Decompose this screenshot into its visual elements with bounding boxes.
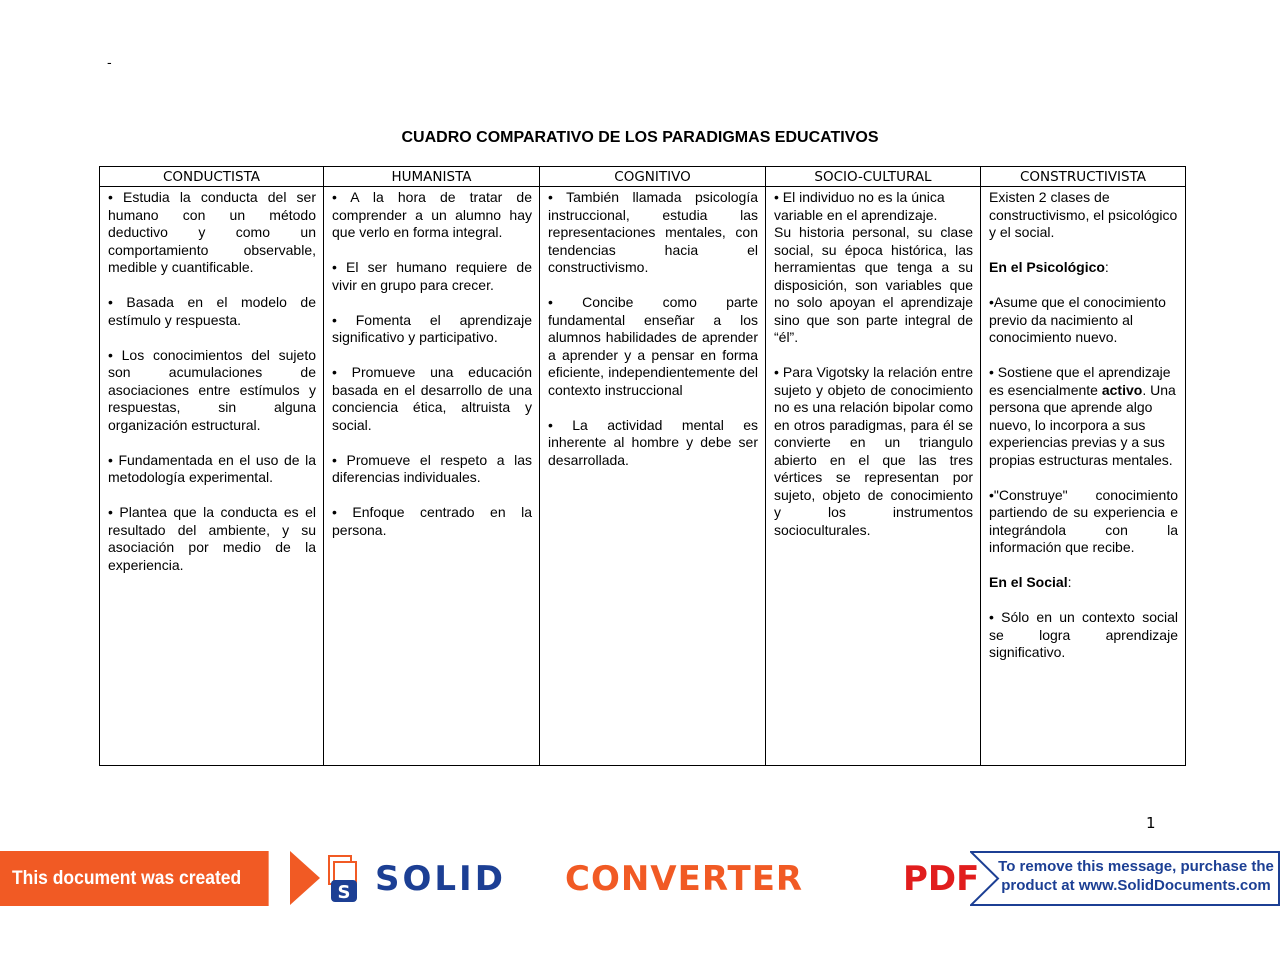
banner-arrow-shape [290, 851, 320, 905]
banner-right-line-2: product at www.SolidDocuments.com [1001, 877, 1271, 894]
conductista-point-3: • Los conocimientos del sujeto son acumulaciones de asociaciones entre estímulos y respuestas, sin alguna organización estructural. [108, 346, 316, 433]
converter-banner[interactable] [0, 851, 1280, 944]
conductista-point-1: • Estudia la conducta del ser humano con un método deductivo y como un comportamiento observable, medible y cuantificable. [108, 189, 316, 275]
header-humanista: HUMANISTA [324, 167, 540, 187]
sociocultural-intro-1: • El individuo no es la única variable en el aprendizaje. [774, 189, 945, 223]
constructivista-item-1: •Asume que el conocimiento previo da nacimiento al conocimiento nuevo. [989, 294, 1166, 345]
humanista-point-2: • El ser humano requiere de vivir en grupo para crecer. [332, 259, 532, 293]
item2-after: . Una persona que aprende algo nuevo, lo incorpora a sus experiencias previas y a sus propias estructuras mentales. [989, 381, 1176, 468]
cognitivo-point-1: • También llamada psicología instruccional, estudia las representaciones mentales, con tendencias hacia el constructivismo. [548, 189, 758, 275]
humanista-point-1: • A la hora de tratar de comprender a un alumno hay que verlo en forma integral. [332, 189, 532, 240]
header-conductista: CONDUCTISTA [100, 167, 324, 187]
banner-converter: CONVERTER [565, 859, 804, 899]
humanista-point-4: • Promueve una educación basada en el desarrollo de una conciencia ética, altruista y social. [332, 364, 532, 433]
humanista-point-5: • Promueve el respeto a las diferencias individuales. [332, 451, 532, 485]
social-colon: : [1067, 574, 1072, 590]
psicologico-colon: : [1104, 259, 1109, 275]
svg-text:S: S [337, 882, 351, 903]
conductista-point-4: • Fundamentada en el uso de la metodología experimental. [108, 451, 316, 485]
table-row [100, 187, 1186, 766]
humanista-point-3: • Fomenta el aprendizaje significativo y participativo. [332, 311, 532, 345]
solid-logo-icon [327, 854, 365, 904]
sociocultural-intro-2: Su historia personal, su clase social, su época histórica, las herramientas que tenga a su disposición, son variables que no solo apoyan el aprendizaje sino que son parte integral de “él”. [774, 224, 973, 345]
constructivista-intro: Existen 2 clases de constructivismo, el psicológico y el social. [989, 189, 1178, 240]
humanista-point-6: • Enfoque centrado en la persona. [332, 504, 532, 538]
conductista-point-2: • Basada en el modelo de estímulo y respuesta. [108, 294, 316, 328]
page-dash: - [107, 56, 112, 71]
constructivista-item-2 [989, 364, 1178, 469]
banner-purchase-link[interactable] [970, 851, 1280, 906]
cell-cognitivo [540, 187, 766, 766]
cognitivo-point-2: • Concibe como parte fundamental enseñar a los alumnos habilidades de aprender a aprender y a pensar en forma eficiente, independientemente del contexto instruccional [548, 294, 758, 398]
header-cognitivo: COGNITIVO [540, 167, 766, 187]
cognitivo-point-3: • La actividad mental es inherente al hombre y debe ser desarrollada. [548, 416, 758, 468]
cell-socio-cultural [766, 187, 981, 766]
banner-solid: SOLID [375, 859, 506, 899]
header-socio-cultural: SOCIO-CULTURAL [766, 167, 981, 187]
cell-constructivista [981, 187, 1186, 766]
cell-conductista [100, 187, 324, 766]
banner-right-line-1: To remove this message, purchase the [998, 858, 1274, 875]
page-title: CUADRO COMPARATIVO DE LOS PARADIGMAS EDUCATIVOS [401, 129, 879, 146]
sociocultural-vigotsky: • Para Vigotsky la relación entre sujeto y objeto de conocimiento no es una relación bipolar como en otros paradigmas, para él se convierte en un triangulo abierto en el que las tres vértices se representan por sujeto, objeto de conocimiento y los instrumentos socioculturales. [774, 364, 973, 538]
conductista-point-5: • Plantea que la conducta es el resultado del ambiente, y su asociación por medio de la experiencia. [108, 504, 316, 573]
item2-bold: activo [1101, 381, 1143, 398]
item2-before: • Sostiene que el aprendizaje es esencialmente [989, 364, 1171, 398]
page-number: 1 [1146, 814, 1156, 832]
comparison-table [99, 166, 1186, 766]
banner-pdf: PDF [903, 859, 980, 899]
constructivista-item-4: • Sólo en un contexto social se logra aprendizaje significativo. [989, 609, 1178, 660]
banner-left-text: This document was created using [0, 851, 269, 906]
header-constructivista: CONSTRUCTIVISTA [981, 167, 1186, 187]
cell-humanista [324, 187, 540, 766]
banner-right-text [996, 857, 1276, 895]
constructivista-item-3: •"Construye" conocimiento partiendo de su experiencia e integrándola con la información que recibe. [989, 486, 1178, 555]
psicologico-heading: En el Psicológico [989, 259, 1105, 275]
constructivista-social-heading-line [989, 574, 1178, 592]
constructivista-psico-heading-line [989, 259, 1178, 277]
social-heading: En el Social [989, 574, 1068, 590]
table-header-row [100, 167, 1186, 187]
